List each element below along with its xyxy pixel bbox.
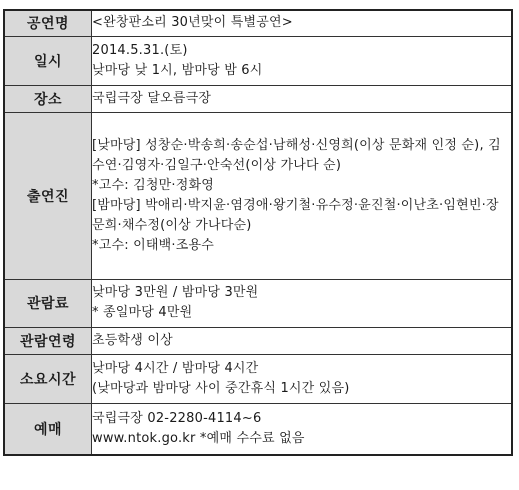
value-venue	[92, 85, 513, 112]
booking-fee-note: *예매 수수료 없음	[199, 430, 305, 446]
label-cast: 출연진	[4, 112, 92, 279]
row-booking	[4, 403, 512, 455]
value-cast	[92, 112, 513, 279]
price-line-2: * 종일마당 4만원	[92, 305, 193, 320]
label-venue: 장소	[4, 85, 92, 112]
booking-web-line	[92, 429, 511, 449]
date-text: 2014.5.31.(토)	[92, 42, 188, 58]
performance-info-table	[3, 9, 513, 456]
label-age: 관람연령	[4, 327, 92, 354]
label-date: 일시	[4, 36, 92, 85]
value-title	[92, 10, 513, 36]
label-duration: 소요시간	[4, 354, 92, 403]
label-booking: 예매	[4, 403, 92, 455]
value-duration	[92, 354, 513, 403]
value-date	[92, 36, 513, 85]
value-age	[92, 327, 513, 354]
booking-website-link[interactable]: www.ntok.go.kr	[92, 430, 196, 446]
row-price	[4, 279, 512, 327]
cast-night-drummers: *고수: 이태백·조용수	[92, 237, 215, 253]
time-text: 낮마당 낮 1시, 밤마당 밤 6시	[92, 62, 263, 78]
row-title	[4, 10, 512, 36]
age-text: 초등학생 이상	[92, 332, 173, 348]
venue-text: 국립극장 달오름극장	[92, 90, 212, 106]
row-age	[4, 327, 512, 354]
booking-phone: 국립극장 02-2280-4114~6	[92, 410, 262, 426]
cast-night-performers: [밤마당] 박애리·박지윤·염경애·왕기철·유수정·윤진철·이난초·임현빈·장문희·채수정(이상 가나다순)	[92, 197, 499, 233]
performance-title: <완창판소리 30년맞이 특별공연>	[92, 15, 293, 31]
duration-line-2: (낮마당과 밤마당 사이 중간휴식 1시간 있음)	[92, 380, 350, 396]
value-booking	[92, 403, 513, 455]
row-venue	[4, 85, 512, 112]
value-price	[92, 279, 513, 327]
row-duration	[4, 354, 512, 403]
label-price: 관람료	[4, 279, 92, 327]
row-date	[4, 36, 512, 85]
duration-line-1: 낮마당 4시간 / 밤마당 4시간	[92, 360, 259, 376]
label-title: 공연명	[4, 10, 92, 36]
price-line-1: 낮마당 3만원 / 밤마당 3만원	[92, 285, 259, 300]
cast-day-drummers: *고수: 김청만·정화영	[92, 177, 215, 193]
row-cast	[4, 112, 512, 279]
cast-day-performers: [낮마당] 성창순·박송희·송순섭·남해성·신영희(이상 문화재 인정 순), 김수연·김영자·김일구·안숙선(이상 가나다 순)	[92, 137, 501, 173]
